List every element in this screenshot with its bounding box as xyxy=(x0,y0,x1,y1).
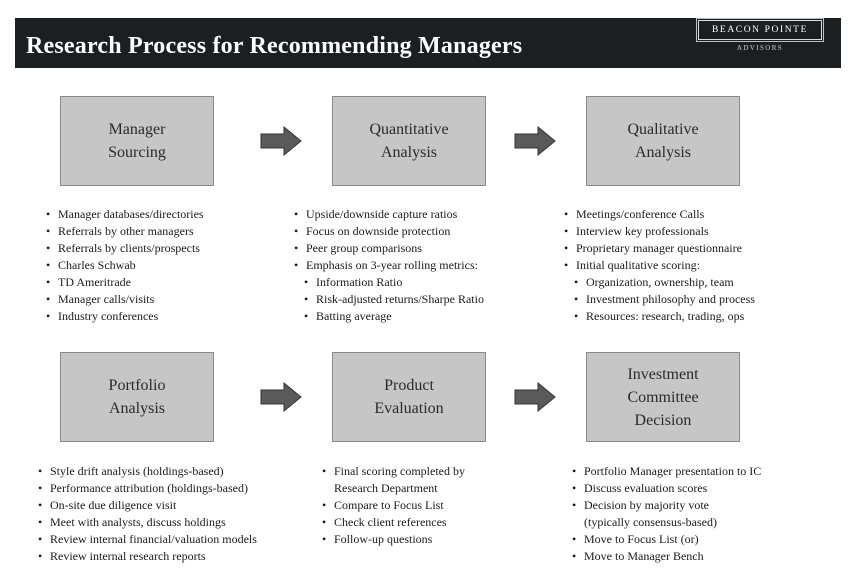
list-item: • Manager calls/visits xyxy=(44,291,204,308)
step-box-qualitative-analysis xyxy=(586,96,740,186)
bullet-list-qualitative-analysis xyxy=(562,206,755,325)
list-item: • Discuss evaluation scores xyxy=(570,480,761,497)
logo-wordmark: BEACON POINTE xyxy=(698,20,822,40)
bullet-list-quantitative-analysis xyxy=(292,206,484,325)
list-item: • Referrals by other managers xyxy=(44,223,204,240)
bullet-list-product-evaluation xyxy=(320,463,465,548)
step-title: Product Evaluation xyxy=(374,377,444,417)
step-box-product-evaluation xyxy=(332,352,486,442)
list-item: • Organization, ownership, team xyxy=(562,274,755,291)
arrow-right-icon xyxy=(514,382,556,412)
list-item: • Peer group comparisons xyxy=(292,240,484,257)
step-title: Quantitative Analysis xyxy=(369,121,449,161)
list-item: • Information Ratio xyxy=(292,274,484,291)
arrow-right-icon xyxy=(260,382,302,412)
list-item: • Batting average xyxy=(292,308,484,325)
list-item: • Move to Manager Bench xyxy=(570,548,761,565)
list-item: • Style drift analysis (holdings-based) xyxy=(36,463,257,480)
list-item: • Manager databases/directories xyxy=(44,206,204,223)
step-title: Investment Committee Decision xyxy=(627,365,699,429)
logo-subtitle: ADVISORS xyxy=(736,44,784,52)
list-item: • Industry conferences xyxy=(44,308,204,325)
step-title: Qualitative Analysis xyxy=(627,121,699,161)
list-item: • TD Ameritrade xyxy=(44,274,204,291)
list-item: (typically consensus-based) xyxy=(584,515,717,529)
list-item: • Investment philosophy and process xyxy=(562,291,755,308)
list-item: • Upside/downside capture ratios xyxy=(292,206,484,223)
list-item: • Review internal financial/valuation models xyxy=(36,531,257,548)
list-item: • Decision by majority vote xyxy=(570,497,761,514)
list-item: • Meet with analysts, discuss holdings xyxy=(36,514,257,531)
list-item: • Review internal research reports xyxy=(36,548,257,565)
step-title: Portfolio Analysis xyxy=(108,377,166,417)
list-item: Research Department xyxy=(334,481,438,495)
list-item: • Check client references xyxy=(320,514,465,531)
list-item: • Move to Focus List (or) xyxy=(570,531,761,548)
list-item: • Interview key professionals xyxy=(562,223,755,240)
step-title: Manager Sourcing xyxy=(108,121,166,161)
list-item: • Referrals by clients/prospects xyxy=(44,240,204,257)
step-box-manager-sourcing xyxy=(60,96,214,186)
list-item: • Meetings/conference Calls xyxy=(562,206,755,223)
list-item: • Focus on downside protection xyxy=(292,223,484,240)
list-item: • Charles Schwab xyxy=(44,257,204,274)
list-item: • On-site due diligence visit xyxy=(36,497,257,514)
list-item: • Emphasis on 3-year rolling metrics: xyxy=(292,257,484,274)
step-box-investment-committee-decision xyxy=(586,352,740,442)
list-item: • Portfolio Manager presentation to IC xyxy=(570,463,761,480)
list-item: • Initial qualitative scoring: xyxy=(562,257,755,274)
list-item: • Proprietary manager questionnaire xyxy=(562,240,755,257)
list-item: • Performance attribution (holdings-based) xyxy=(36,480,257,497)
page-title: Research Process for Recommending Managers xyxy=(26,33,523,59)
list-item: • Final scoring completed by xyxy=(320,463,465,480)
step-box-portfolio-analysis xyxy=(60,352,214,442)
step-box-quantitative-analysis xyxy=(332,96,486,186)
list-item: • Resources: research, trading, ops xyxy=(562,308,755,325)
bullet-list-manager-sourcing xyxy=(44,206,204,325)
list-item: • Follow-up questions xyxy=(320,531,465,548)
arrow-right-icon xyxy=(260,126,302,156)
company-logo xyxy=(696,20,826,56)
bullet-list-portfolio-analysis xyxy=(36,463,257,565)
list-item: • Compare to Focus List xyxy=(320,497,465,514)
arrow-right-icon xyxy=(514,126,556,156)
bullet-list-investment-committee-decision xyxy=(570,463,761,565)
list-item: • Risk-adjusted returns/Sharpe Ratio xyxy=(292,291,484,308)
